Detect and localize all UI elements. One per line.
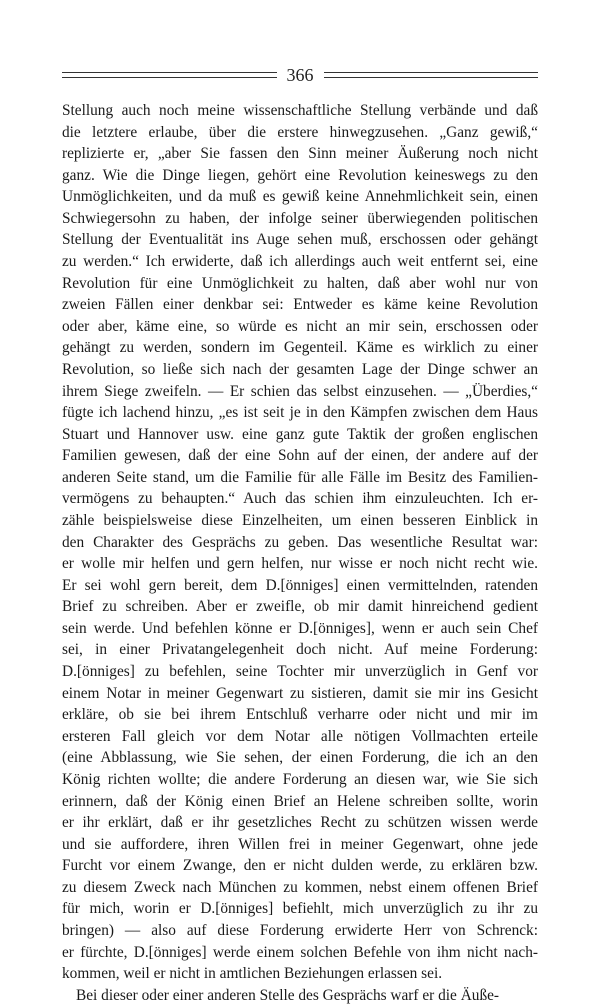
text-line: einem Notar in meiner Gegenwart zu sistieren, damit sie mir ins Gesicht	[62, 684, 538, 702]
text-line: Bei dieser oder einer anderen Stelle des Gesprächs warf er die Äuße-	[76, 986, 500, 1004]
text-line: zweien Fällen einer denkbar sei: Entweder es käme keine Revolution	[62, 296, 538, 314]
text-line: den Charakter des Gesprächs zu geben. Das wesentliche Resultat war:	[62, 533, 538, 551]
text-line: gehängt zu werden, sondern im Gegenteil. Käme es wirklich zu einer	[62, 339, 538, 357]
book-page	[62, 60, 538, 1006]
body-text	[62, 100, 538, 1006]
text-line: ihrem Siege zweifeln. — Er schien das selbst einzusehen. — „Überdies,“	[62, 382, 538, 400]
text-line: sei, in einer Privatangelegenheit doch nicht. Auf meine Forderung:	[62, 641, 538, 659]
text-line: Brief zu schreiben. Aber er zweifle, ob mir damit hinreichend gedient	[62, 598, 538, 616]
text-line: er ihr erklärt, daß er ihr gesetzliches Recht zu schützen wissen werde	[62, 814, 538, 832]
text-line: D.[önniges] zu befehlen, seine Tochter mir unverzüglich in Genf vor	[62, 663, 538, 681]
text-line: anderen Seite stand, um die Familie für alle Fälle im Besitz des Familien-	[62, 468, 538, 486]
text-line: Er sei wohl gern bereit, dem D.[önniges] einen vermittelnden, ratenden	[62, 576, 538, 594]
text-line: zu werden.“ Ich erwiderte, daß ich allerdings auch weit entfernt sei, eine	[62, 253, 538, 271]
text-line: Furcht vor einem Zwange, den er nicht dulden werde, zu erklären bzw.	[62, 857, 538, 875]
text-line: fügte ich lachend hinzu, „es ist seit je in den Kämpfen zwischen dem Haus	[62, 404, 538, 422]
text-line: ganz. Wie die Dinge liegen, gehört eine Revolution keineswegs zu den	[62, 166, 538, 184]
text-line: er fürchte, D.[önniges] werde einem solchen Befehle von ihm nicht nach-	[62, 943, 538, 961]
text-line: erkläre, ob sie bei ihrem Entschluß verharre oder nicht und mir im	[62, 706, 538, 724]
text-line: erinnern, daß der König einen Brief an Helene schreiben sollte, worin	[62, 792, 538, 810]
text-line: und sie auffordere, ihren Willen frei in meiner Gegenwart, ohne jede	[62, 835, 538, 853]
text-line: zähle beispielsweise diese Einzelheiten, um einen besseren Einblick in	[62, 511, 538, 529]
text-line: replizierte er, „aber Sie fassen den Sinn meiner Äußerung noch nicht	[62, 145, 538, 163]
text-line: sein werde. Und befehlen könne er D.[önniges], wenn er auch sein Chef	[62, 619, 538, 637]
text-line: König richten wollte; die andere Forderung an diesen war, wie Sie sich	[62, 770, 538, 788]
text-line: Stellung der Eventualität ins Auge sehen muß, erschossen oder gehängt	[62, 231, 538, 249]
page-number: 366	[286, 64, 314, 85]
text-line: bringen) — also auf diese Forderung erwiderte Herr von Schrenck:	[62, 921, 538, 939]
text-line: Unmöglichkeiten, und da muß es gewiß keine Annehmlichkeit sein, einen	[62, 188, 538, 206]
text-line: kommen, weil er nicht in amtlichen Beziehungen erlassen sei.	[62, 965, 443, 983]
text-line: Revolution, so ließe sich nach der gesamten Lage der Dinge schwer an	[62, 360, 538, 378]
text-line: für mich, worin er D.[önniges] befiehlt, mich unverzüglich zu ihr zu	[62, 900, 538, 918]
page-header	[62, 60, 538, 90]
text-line: die letztere erlaube, über die erstere hinwegzusehen. „Ganz gewiß,“	[62, 123, 538, 141]
text-line: (eine Abblassung, wie Sie sehen, der einen Forderung, die ich an den	[62, 749, 538, 767]
text-line: er wolle mir helfen und gern helfen, nur wisse er noch nicht recht wie.	[62, 555, 538, 573]
text-line: Stuart und Hannover usw. eine ganz gute Taktik der großen englischen	[62, 425, 538, 443]
text-line: Familien gewesen, daß der eine Sohn auf der einen, der andere auf der	[62, 447, 538, 465]
header-rule-left	[62, 72, 277, 78]
text-line: Schwiegersohn zu haben, der infolge seiner überwiegenden politischen	[62, 209, 538, 227]
text-line: Revolution für eine Unmöglichkeit zu halten, daß aber wohl nur von	[62, 274, 538, 292]
text-line: zu diesem Zweck nach München zu kommen, nebst einem offenen Brief	[62, 878, 538, 896]
text-line: ersteren Fall gleich vor dem Notar alle nötigen Vollmachten erteile	[62, 727, 538, 745]
text-line: Stellung auch noch meine wissenschaftliche Stellung verbände und daß	[62, 102, 538, 119]
header-rule-right	[324, 72, 539, 78]
text-line: oder aber, käme eine, so würde es nicht an mir sein, erschossen oder	[62, 317, 538, 335]
text-line: vermögens zu behaupten.“ Auch das schien ihm einzuleuchten. Ich er-	[62, 490, 538, 508]
